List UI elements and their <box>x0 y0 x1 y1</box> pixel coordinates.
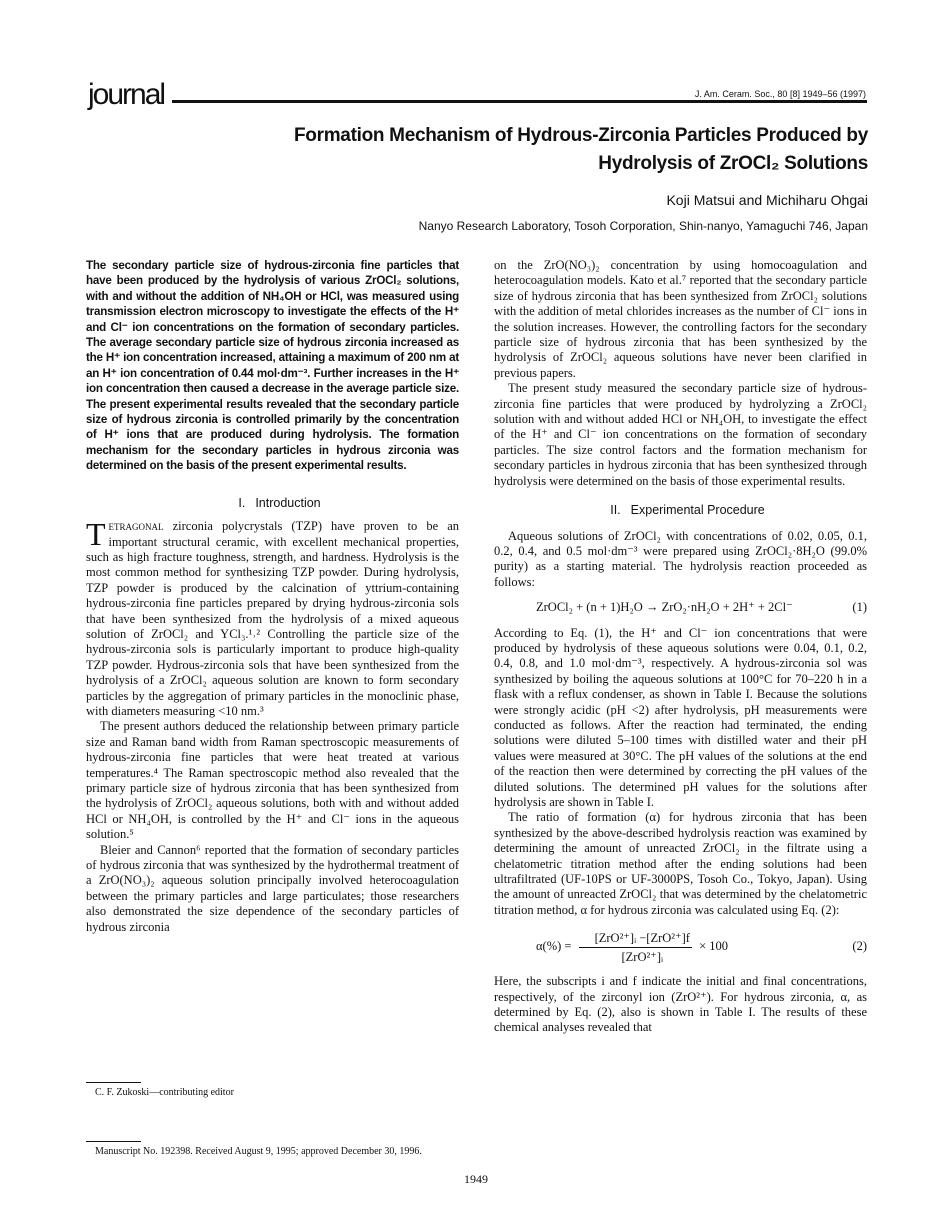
page-number: 1949 <box>464 1172 488 1186</box>
experimental-paragraph-3: The ratio of formation (α) for hydrous zirconia that has been synthesized by the above-described hydrolysis reaction was examined by determining the amount of unreacted ZrOCl₂ in the filtrate using a chelatometric titration method after the ending solutions had been ultrafiltrated (UF-10PS or UF-3000PS, Tosoh Co., Tokyo, Japan). Using the amount of unreacted ZrOCl₂ that was determined by the chelatometric titration method, α for hydrous zirconia was calculated using Eq. (2): <box>494 810 867 917</box>
equation-1-number: (1) <box>852 600 867 615</box>
drop-cap: T <box>86 516 106 553</box>
equation-2-lhs: α(%) = <box>536 939 572 954</box>
article-title <box>168 122 868 178</box>
journal-logo: journal <box>88 78 165 111</box>
equation-2-fraction <box>579 929 692 966</box>
section-title: Introduction <box>255 495 321 510</box>
affiliation: Nanyo Research Laboratory, Tosoh Corporation, Shin-nanyo, Yamaguchi 746, Japan <box>418 219 868 233</box>
experimental-paragraph-4: Here, the subscripts i and f indicate the initial and final concentrations, respectively, of the zirconyl ion (ZrO²⁺). For hydrous zirconia, α, as determined by Eq. (2), also is shown in Table I. The results of these chemical analyses revealed that <box>494 974 867 1035</box>
section-number: II. <box>610 503 621 518</box>
title-line-2: Hydrolysis of ZrOCl₂ Solutions <box>598 153 868 174</box>
journal-citation: J. Am. Ceram. Soc., 80 [8] 1949–56 (1997) <box>694 89 866 99</box>
intro-paragraph-1 <box>86 516 459 719</box>
experimental-paragraph-2: According to Eq. (1), the H⁺ and Cl⁻ ion concentrations that were produced by hydrolysis of these aqueous solutions were 0.04, 0.1, 0.2, 0.4, 0.8, and 1.0 mol·dm⁻³, respectively. A hydrous-zirconia sol was synthesized by boiling the aqueous solutions at 100°C for 70–220 h in a flask with a reflux condenser, as shown in Table I. Because the solutions were strongly acidic (pH <2) after hydrolysis, pH measurements were conducted as follows. After the reaction had terminated, the ending solutions were diluted 5–100 times with distilled water and their pH values were measured at 30°C. The pH values of the solutions at the end of the reaction then were determined by correcting the pH values of the diluted solutions. The determined pH values for the solutions after hydrolysis are shown in Table I. <box>494 625 867 809</box>
footnote-manuscript: Manuscript No. 192398. Received August 9, 1995; approved December 30, 1996. <box>95 1146 422 1157</box>
footnote-rule-2 <box>86 1141 141 1142</box>
equation-2-rhs: × 100 <box>699 939 729 954</box>
footnote-editor: C. F. Zukoski—contributing editor <box>95 1087 234 1098</box>
intro-paragraph-1-text: zirconia polycrystals (TZP) have proven to be an important structural ceramic, with excellent mechanical properties, such as high fracture toughness, strength, and hardness. Hydrolysis is the most common method for synthesizing TZP powder. During hydrolysis, TZP powder is produced by the calcination of yttrium-containing hydrous-zirconia fine particles prepared by drying hydrous-zirconia sols that have been synthesized from the hydrolysis of a mixed aqueous solution of ZrOCl₂ and YCl₃.¹˒² Controlling the particle size of the hydrous-zirconia sols is particularly important to produce high-quality TZP powder. Hydrous-zirconia sols that have been synthesized from the hydrolysis of a ZrOCl₂ aqueous solution are known to form secondary particles by the aggregation of primary particles in the monoclinic phase, with diameters measuring <10 nm.³ <box>86 519 459 718</box>
equation-2-numerator: [ZrO²⁺]ᵢ −[ZrO²⁺]f <box>579 929 692 948</box>
section-number: I. <box>238 495 246 510</box>
right-paragraph-2: The present study measured the secondary particle size of hydrous-zirconia fine particles that were produced by hydrolyzing a ZrOCl₂ solution with and without added HCl or NH₄OH, to investigate the effect of the H⁺ and Cl⁻ ion concentrations on the formation of secondary particles. The size control factors and the formation mechanism for secondary particles in hydrous zirconia that has been synthesized through hydrolysis were determined on the basis of those experimental results. <box>494 381 867 488</box>
equation-2 <box>494 924 867 968</box>
section-title: Experimental Procedure <box>630 503 765 518</box>
authors: Koji Matsui and Michiharu Ohgai <box>666 192 868 208</box>
equation-2-number: (2) <box>852 939 867 954</box>
right-paragraph-1: on the ZrO(NO₃)₂ concentration by using homocoagulation and heterocoagulation models. Kato et al.⁷ reported that the secondary particle size of hydrous zirconia that has been synthesized from ZrOCl₂ solutions with the addition of metal chlorides increases as the number of Cl⁻ ions in the solution increases. However, the controlling factors for the secondary particle size of hydrous zirconia that has been synthesized by the hydrolysis of ZrOCl₂ aqueous solutions have never been clarified in previous papers. <box>494 258 867 380</box>
section-heading-experimental <box>494 503 867 518</box>
right-column <box>494 258 867 1036</box>
equation-1 <box>494 600 867 615</box>
intro-paragraph-2: The present authors deduced the relationship between primary particle size and Raman band width from Raman spectroscopic measurements of hydrous-zirconia fine particles that were heat treated at various temperatures.⁴ The Raman spectroscopic method also revealed that the primary particle size of hydrous zirconia that has been synthesized from the hydrolysis of ZrOCl₂ aqueous solutions, both with and without added HCl or NH₄OH, is controlled by the H⁺ and Cl⁻ ions in the aqueous solution.⁵ <box>86 719 459 842</box>
title-line-1: Formation Mechanism of Hydrous-Zirconia Particles Produced by <box>294 125 868 146</box>
intro-paragraph-3: Bleier and Cannon⁶ reported that the formation of secondary particles of hydrous zirconia that was synthesized by the hydrothermal treatment of a ZrO(NO₃)₂ aqueous solution principally involved heterocoagulation between the primary particles and large particulates; those researchers also demonstrated the size dependence of the secondary particles of hydrous zirconia <box>86 842 459 934</box>
left-column <box>86 258 459 935</box>
footnote-rule-1 <box>86 1082 141 1083</box>
equation-1-body: ZrOCl₂ + (n + 1)H₂O → ZrO₂·nH₂O + 2H⁺ + 2Cl⁻ <box>536 600 793 615</box>
masthead-rule <box>172 100 867 103</box>
experimental-paragraph-1: Aqueous solutions of ZrOCl₂ with concentrations of 0.02, 0.05, 0.1, 0.2, 0.4, and 0.5 mol·dm⁻³ were prepared using ZrOCl₂·8H₂O (99.0% purity) as a starting material. The hydrolysis reaction proceeded as follows: <box>494 528 867 589</box>
section-heading-introduction <box>86 496 459 511</box>
equation-2-denominator: [ZrO²⁺]ᵢ <box>621 949 664 964</box>
abstract: The secondary particle size of hydrous-zirconia fine particles that have been produced by the hydrolysis of various ZrOCl₂ solutions, with and without the addition of NH₄OH or HCl, was measured using transmission electron microscopy to investigate the effects of the H⁺ and Cl⁻ ion concentrations on the formation of secondary particles. The average secondary particle size of hydrous zirconia increased as the H⁺ ion concentration increased, attaining a maximum of 200 nm at an H⁺ ion concentration of 0.44 mol·dm⁻³. Further increases in the H⁺ ion concentration then caused a decrease in the average particle size. The present experimental results revealed that the secondary particle size of hydrous zirconia is controlled primarily by the concentration of H⁺ ions that are produced during hydrolysis. The formation mechanism for the secondary particles in hydrous zirconia was determined on the basis of the present experimental results. <box>86 259 459 473</box>
small-caps-word: etragonal <box>108 519 164 534</box>
